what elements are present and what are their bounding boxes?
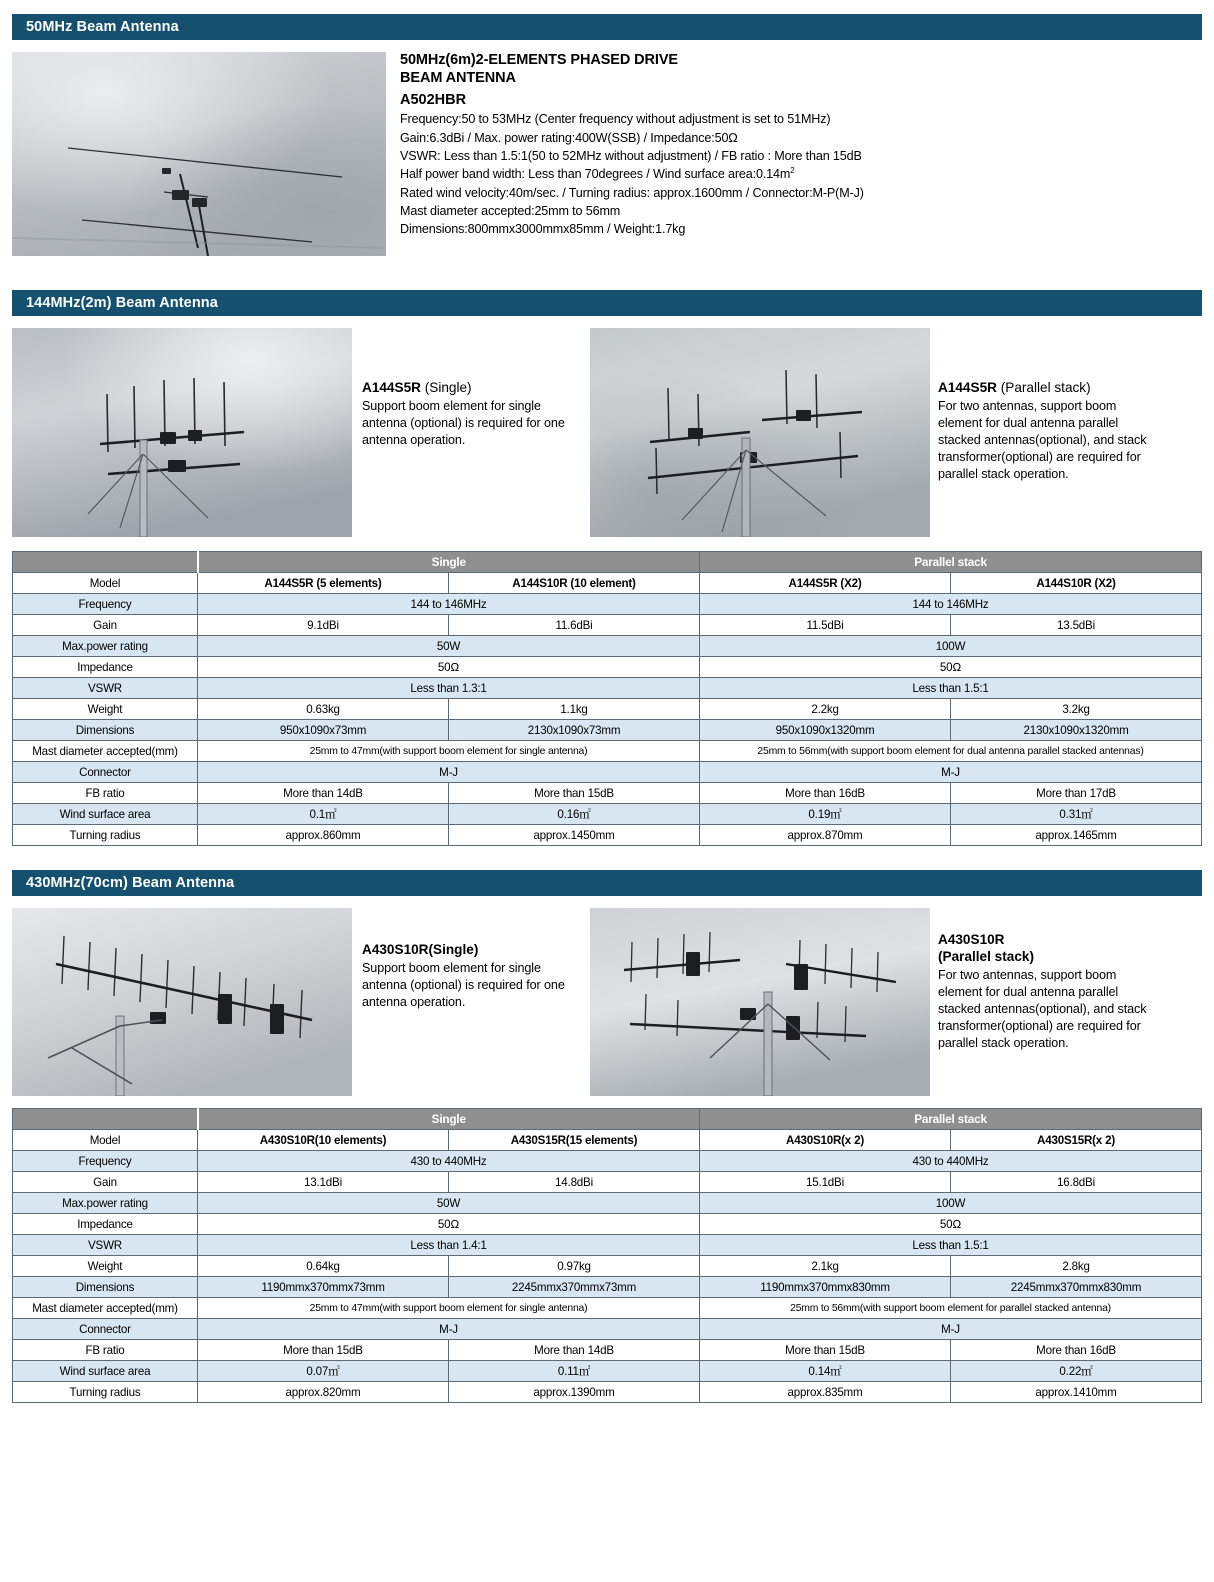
- table-cell: 0.63kg: [198, 699, 449, 720]
- row-label: Turning radius: [13, 1382, 198, 1403]
- table-cell: 1190mmx370mmx73mm: [198, 1277, 449, 1298]
- table-cell: 0.1㎡: [198, 804, 449, 825]
- table-cell: 1.1kg: [449, 699, 700, 720]
- section-banner-50mhz: [12, 14, 1202, 40]
- group-header-parallel-stack: Parallel stack: [700, 1109, 1202, 1130]
- product-430mhz: [12, 908, 1202, 1096]
- table-cell: 1190mmx370mmx830mm: [700, 1277, 951, 1298]
- caption-body: Support boom element for single antenna (optional) is required for one antenna operation.: [362, 398, 565, 448]
- table-cell: 0.14㎡: [700, 1361, 951, 1382]
- group-header-parallel-stack: Parallel stack: [700, 552, 1202, 573]
- table-cell: More than 15dB: [700, 1340, 951, 1361]
- table-cell: Less than 1.5:1: [700, 678, 1202, 699]
- caption-144-stack: [930, 328, 1168, 483]
- table-cell: 13.5dBi: [951, 615, 1202, 636]
- row-label: Dimensions: [13, 720, 198, 741]
- spec-halfpower-text: Half power band width: Less than 70degrees / Wind surface area:0.14m: [400, 167, 791, 182]
- table-cell: Less than 1.4:1: [198, 1235, 700, 1256]
- row-label: Mast diameter accepted(mm): [13, 741, 198, 762]
- antenna-photo-430-stack-art: [590, 908, 930, 1096]
- table-cell: 0.31㎡: [951, 804, 1202, 825]
- product-144mhz: [12, 328, 1202, 537]
- spec-line-vswr: VSWR: Less than 1.5:1(50 to 52MHz without adjustment) / FB ratio : More than 15dB: [400, 148, 862, 163]
- caption-body: For two antennas, support boom element for dual antenna parallel stacked antennas(optional), and stack transformer(optional) are required for parallel stack operation.: [938, 967, 1147, 1051]
- table-cell: 11.5dBi: [700, 615, 951, 636]
- caption-variant: (Parallel stack): [938, 948, 1034, 964]
- table-body-430: [13, 1130, 1202, 1403]
- table-cell: approx.1465mm: [951, 825, 1202, 846]
- table-cell: More than 14dB: [198, 783, 449, 804]
- row-label: Weight: [13, 699, 198, 720]
- table-row: [13, 720, 1202, 741]
- caption-variant: (Single): [420, 380, 472, 395]
- table-cell: More than 17dB: [951, 783, 1202, 804]
- row-label: Model: [13, 573, 198, 594]
- product-spec-list: [400, 110, 1202, 238]
- table-row: [13, 636, 1202, 657]
- table-cell: approx.870mm: [700, 825, 951, 846]
- table-cell: 2245mmx370mmx73mm: [449, 1277, 700, 1298]
- table-row: [13, 699, 1202, 720]
- table-cell: 15.1dBi: [700, 1172, 951, 1193]
- table-row: [13, 762, 1202, 783]
- table-cell: 0.97kg: [449, 1256, 700, 1277]
- antenna-photo-430-single: [12, 908, 352, 1096]
- spec-line-windvelocity: Rated wind velocity:40m/sec. / Turning radius: approx.1600mm / Connector:M-P(M-J): [400, 185, 864, 200]
- caption-title: [938, 380, 1162, 397]
- table-cell: More than 14dB: [449, 1340, 700, 1361]
- table-cell: 2245mmx370mmx830mm: [951, 1277, 1202, 1298]
- table-row: [13, 1256, 1202, 1277]
- table-row: [13, 1298, 1202, 1319]
- product-title: [400, 52, 1202, 87]
- table-cell: 100W: [700, 636, 1202, 657]
- banner-label: 430MHz(70cm) Beam Antenna: [26, 875, 235, 891]
- caption-variant: (Parallel stack): [996, 380, 1091, 395]
- table-cell: 950x1090x1320mm: [700, 720, 951, 741]
- section-banner-144mhz: [12, 290, 1202, 316]
- row-label: VSWR: [13, 1235, 198, 1256]
- antenna-photo-50mhz-art: [12, 52, 386, 256]
- table-cell: approx.1410mm: [951, 1382, 1202, 1403]
- antenna-photo-430-stack: [590, 908, 930, 1096]
- table-cell: A144S10R (10 element): [449, 573, 700, 594]
- row-label: Turning radius: [13, 825, 198, 846]
- table-cell: 50Ω: [198, 657, 700, 678]
- caption-430-single: [352, 908, 590, 1011]
- row-label: Max.power rating: [13, 1193, 198, 1214]
- row-label: Impedance: [13, 657, 198, 678]
- table-row: [13, 1151, 1202, 1172]
- caption-model: A430S10R: [938, 932, 1005, 947]
- table-cell: 50Ω: [700, 657, 1202, 678]
- table-cell: 100W: [700, 1193, 1202, 1214]
- table-row: [13, 741, 1202, 762]
- table-row: [13, 1193, 1202, 1214]
- spec-block-50mhz: [386, 52, 1202, 256]
- table-cell: 0.16㎡: [449, 804, 700, 825]
- table-cell: Less than 1.3:1: [198, 678, 700, 699]
- row-label: Wind surface area: [13, 1361, 198, 1382]
- table-cell: 2.1kg: [700, 1256, 951, 1277]
- table-cell: 25mm to 47mm(with support boom element for single antenna): [198, 1298, 700, 1319]
- table-row: [13, 1382, 1202, 1403]
- spec-line-gain: Gain:6.3dBi / Max. power rating:400W(SSB) / Impedance:50Ω: [400, 130, 738, 145]
- row-label: Frequency: [13, 1151, 198, 1172]
- spec-line-halfpower: [400, 165, 1202, 183]
- table-cell: 2.2kg: [700, 699, 951, 720]
- table-row: [13, 1361, 1202, 1382]
- table-cell: 144 to 146MHz: [700, 594, 1202, 615]
- table-cell: A144S5R (X2): [700, 573, 951, 594]
- table-cell: 0.64kg: [198, 1256, 449, 1277]
- group-header-single: Single: [198, 1109, 700, 1130]
- table-row: [13, 804, 1202, 825]
- table-cell: 2130x1090x1320mm: [951, 720, 1202, 741]
- table-cell: 950x1090x73mm: [198, 720, 449, 741]
- caption-title: [362, 380, 584, 397]
- caption-model: A144S5R: [938, 380, 997, 395]
- table-cell: More than 15dB: [198, 1340, 449, 1361]
- caption-144-single: [352, 328, 590, 449]
- antenna-photo-144-stack: [590, 328, 930, 537]
- row-label: Gain: [13, 1172, 198, 1193]
- antenna-photo-430-single-art: [12, 908, 352, 1096]
- table-corner-cell: [13, 1109, 198, 1130]
- table-body-144: [13, 573, 1202, 846]
- row-label: Model: [13, 1130, 198, 1151]
- spec-table-144mhz: [12, 551, 1202, 846]
- table-cell: More than 16dB: [700, 783, 951, 804]
- table-cell: A430S10R(x 2): [700, 1130, 951, 1151]
- table-cell: 25mm to 47mm(with support boom element for single antenna): [198, 741, 700, 762]
- table-cell: 3.2kg: [951, 699, 1202, 720]
- table-cell: 430 to 440MHz: [198, 1151, 700, 1172]
- table-cell: A144S10R (X2): [951, 573, 1202, 594]
- spec-line-frequency: Frequency:50 to 53MHz (Center frequency without adjustment is set to 51MHz): [400, 112, 831, 127]
- table-header-row: [13, 552, 1202, 573]
- banner-label: 144MHz(2m) Beam Antenna: [26, 295, 218, 311]
- table-cell: M-J: [700, 762, 1202, 783]
- banner-label: 50MHz Beam Antenna: [26, 19, 179, 35]
- table-cell: 14.8dBi: [449, 1172, 700, 1193]
- spec-line-mast: Mast diameter accepted:25mm to 56mm: [400, 203, 621, 218]
- spec-line-dimensions: Dimensions:800mmx3000mmx85mm / Weight:1.7kg: [400, 222, 686, 237]
- table-cell: 25mm to 56mm(with support boom element for dual antenna parallel stacked antennas): [700, 741, 1202, 762]
- table-cell: 430 to 440MHz: [700, 1151, 1202, 1172]
- table-corner-cell: [13, 552, 198, 573]
- table-cell: 2130x1090x73mm: [449, 720, 700, 741]
- table-row: [13, 1340, 1202, 1361]
- row-label: FB ratio: [13, 1340, 198, 1361]
- table-cell: approx.820mm: [198, 1382, 449, 1403]
- caption-model: A144S5R: [362, 380, 421, 395]
- product-model-code: A502HBR: [400, 92, 467, 109]
- table-cell: approx.1390mm: [449, 1382, 700, 1403]
- table-cell: More than 16dB: [951, 1340, 1202, 1361]
- table-cell: M-J: [198, 762, 700, 783]
- table-cell: 50Ω: [700, 1214, 1202, 1235]
- table-cell: 16.8dBi: [951, 1172, 1202, 1193]
- table-cell: 144 to 146MHz: [198, 594, 700, 615]
- table-row: [13, 1277, 1202, 1298]
- table-cell: 11.6dBi: [449, 615, 700, 636]
- row-label: Impedance: [13, 1214, 198, 1235]
- caption-body: For two antennas, support boom element for dual antenna parallel stacked antennas(optional), and stack transformer(optional) are required for parallel stack operation.: [938, 398, 1147, 482]
- table-cell: 25mm to 56mm(with support boom element for parallel stacked antenna): [700, 1298, 1202, 1319]
- table-cell: 50W: [198, 1193, 700, 1214]
- antenna-photo-50mhz: [12, 52, 386, 256]
- table-cell: 13.1dBi: [198, 1172, 449, 1193]
- table-cell: 50Ω: [198, 1214, 700, 1235]
- caption-body: Support boom element for single antenna (optional) is required for one antenna operation.: [362, 960, 565, 1010]
- table-cell: 2.8kg: [951, 1256, 1202, 1277]
- table-row: [13, 594, 1202, 615]
- table-cell: Less than 1.5:1: [700, 1235, 1202, 1256]
- table-row: [13, 1235, 1202, 1256]
- table-cell: A430S10R(10 elements): [198, 1130, 449, 1151]
- row-label: VSWR: [13, 678, 198, 699]
- product-title-line2: BEAM ANTENNA: [400, 69, 516, 86]
- datasheet-page: [0, 14, 1214, 1403]
- row-label: Gain: [13, 615, 198, 636]
- row-label: Frequency: [13, 594, 198, 615]
- table-row: [13, 825, 1202, 846]
- product-title-line1: 50MHz(6m)2-ELEMENTS PHASED DRIVE: [400, 52, 678, 68]
- row-label: Wind surface area: [13, 804, 198, 825]
- table-cell: M-J: [700, 1319, 1202, 1340]
- table-cell: A430S15R(15 elements): [449, 1130, 700, 1151]
- table-cell: 0.11㎡: [449, 1361, 700, 1382]
- table-cell: A430S15R(x 2): [951, 1130, 1202, 1151]
- spec-table-430mhz: [12, 1108, 1202, 1403]
- caption-title: [938, 932, 1162, 966]
- antenna-photo-144-stack-art: [590, 328, 930, 537]
- table-cell: M-J: [198, 1319, 700, 1340]
- caption-430-stack: [930, 908, 1168, 1052]
- table-cell: 0.07㎡: [198, 1361, 449, 1382]
- table-row: [13, 657, 1202, 678]
- table-row: [13, 615, 1202, 636]
- row-label: Connector: [13, 762, 198, 783]
- row-label: Max.power rating: [13, 636, 198, 657]
- table-cell: 0.22㎡: [951, 1361, 1202, 1382]
- caption-title: [362, 942, 584, 959]
- table-row: [13, 1130, 1202, 1151]
- table-row: [13, 1172, 1202, 1193]
- table-cell: approx.860mm: [198, 825, 449, 846]
- table-row: [13, 1319, 1202, 1340]
- row-label: Weight: [13, 1256, 198, 1277]
- section-banner-430mhz: [12, 870, 1202, 896]
- row-label: Mast diameter accepted(mm): [13, 1298, 198, 1319]
- table-cell: 50W: [198, 636, 700, 657]
- group-header-single: Single: [198, 552, 700, 573]
- antenna-photo-144-single: [12, 328, 352, 537]
- row-label: FB ratio: [13, 783, 198, 804]
- table-row: [13, 573, 1202, 594]
- row-label: Dimensions: [13, 1277, 198, 1298]
- table-cell: approx.1450mm: [449, 825, 700, 846]
- table-row: [13, 783, 1202, 804]
- spec-halfpower-exponent: 2: [790, 166, 795, 176]
- table-header-row: [13, 1109, 1202, 1130]
- table-cell: More than 15dB: [449, 783, 700, 804]
- antenna-photo-144-single-art: [12, 328, 352, 537]
- caption-model: A430S10R(Single): [362, 942, 479, 957]
- product-50mhz: [12, 52, 1202, 256]
- table-cell: A144S5R (5 elements): [198, 573, 449, 594]
- table-row: [13, 1214, 1202, 1235]
- table-cell: 9.1dBi: [198, 615, 449, 636]
- row-label: Connector: [13, 1319, 198, 1340]
- table-cell: 0.19㎡: [700, 804, 951, 825]
- table-cell: approx.835mm: [700, 1382, 951, 1403]
- table-row: [13, 678, 1202, 699]
